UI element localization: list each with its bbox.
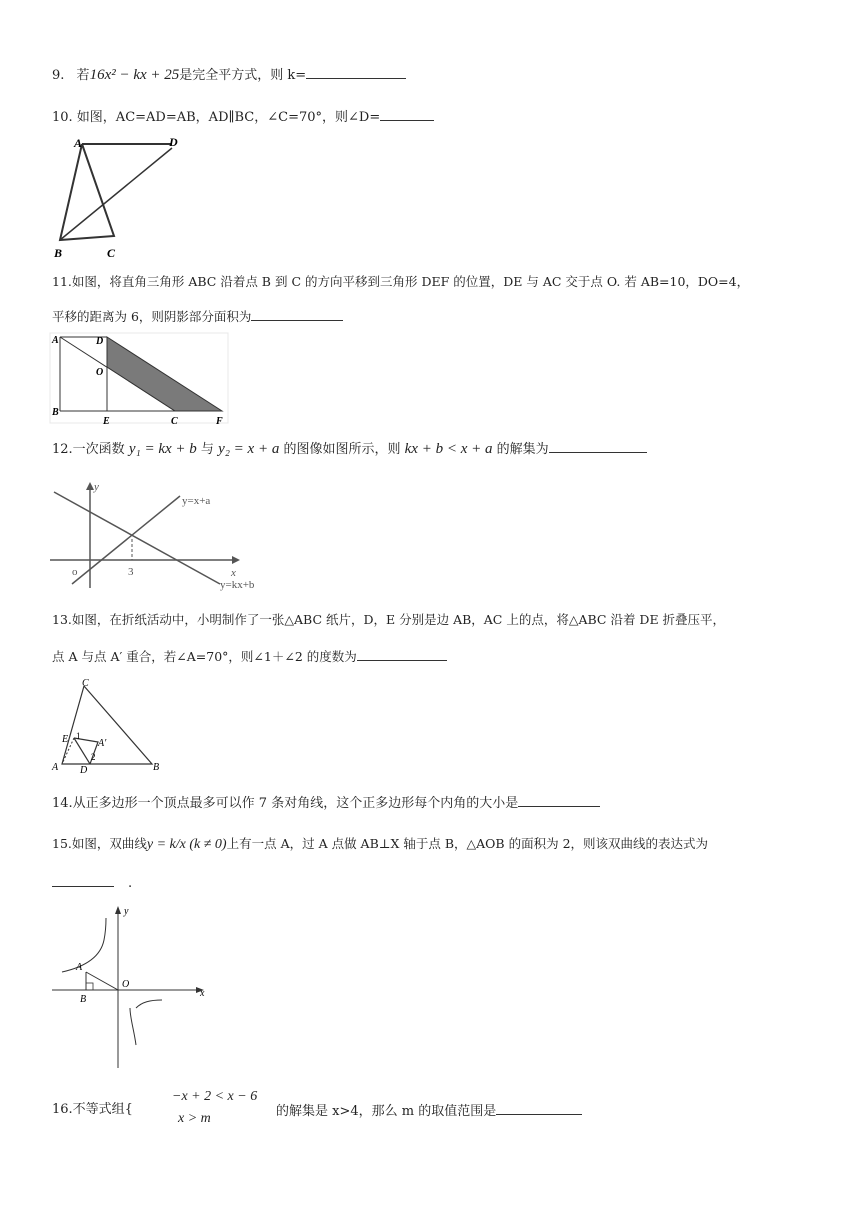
- q11-text-line2: 平移的距离为 6，则阴影部分面积为: [52, 309, 252, 324]
- q15-right-angle-mark: [86, 983, 93, 990]
- q16-inequality-1: −x + 2 < x − 6: [172, 1089, 258, 1104]
- q11-text-line1: 11.如图，将直角三角形 ABC 沿着点 B 到 C 的方向平移到三角形 DEF 的位置，DE 与 AC 交于点 O. 若 AB=10，DO=4，: [52, 274, 750, 289]
- question-9: [52, 64, 406, 86]
- question-15-line2: [52, 872, 132, 894]
- q12-connector: 与: [200, 442, 214, 457]
- q12-label-x: x: [231, 567, 236, 579]
- question-16-tail: [276, 1100, 582, 1122]
- q15-label-b: B: [80, 994, 87, 1005]
- q11-label-a: A: [52, 335, 59, 346]
- question-14: [52, 792, 600, 814]
- q10-label-d: D: [169, 135, 178, 149]
- q12-label-origin: o: [72, 566, 78, 578]
- question-11-line1: [52, 272, 749, 292]
- q12-label-y: y: [94, 481, 99, 493]
- q12-middle: 的图像如图所示，则: [283, 442, 401, 457]
- q15-label-a: A: [76, 962, 83, 973]
- q15-suffix: 上有一点 A，过 A 点做 AB⊥X 轴于点 B，△AOB 的面积为 2，则该双曲线的表达式为: [226, 836, 709, 851]
- q11-label-e: E: [103, 416, 110, 427]
- q16-system: [172, 1086, 257, 1130]
- q10-label-c: C: [107, 246, 116, 260]
- q13-answer-blank[interactable]: [357, 646, 447, 661]
- q11-label-d: D: [96, 336, 104, 347]
- q13-label-angle1: 1: [76, 731, 81, 741]
- q14-text: 14.从正多边形一个顶点最多可以作 7 条对角线，这个正多边形每个内角的大小是: [52, 796, 519, 811]
- q15-branch-lower-right: [130, 1000, 162, 1045]
- q15-answer-blank[interactable]: [52, 872, 114, 887]
- question-13-line2: [52, 646, 447, 667]
- q13-text-line2: 点 A 与点 A′ 重合，若∠A=70°，则∠1＋∠2 的度数为: [52, 649, 357, 664]
- q13-text-line1: 13.如图，在折纸活动中，小明制作了一张△ABC 纸片，D，E 分别是边 AB，AC 上的点，将△ABC 沿着 DE 折叠压平，: [52, 612, 726, 627]
- q11-label-c: C: [171, 416, 178, 427]
- q12-line-x-a: [72, 496, 180, 584]
- q13-label-a: A: [52, 762, 59, 773]
- q15-branch-upper-left: [62, 918, 106, 972]
- q9-expression: 16x² − kx + 25: [89, 67, 180, 83]
- q10-answer-blank[interactable]: [380, 106, 434, 121]
- q10-label-b: B: [54, 246, 63, 260]
- q16-suffix: 的解集是 x>4，那么 m 的取值范围是: [276, 1104, 497, 1119]
- q15-label-x: x: [200, 988, 205, 999]
- q13-fold-line: [74, 738, 90, 764]
- q9-answer-blank[interactable]: [306, 64, 406, 79]
- q11-answer-blank[interactable]: [251, 306, 343, 321]
- q15-function: y = k/x (k ≠ 0): [146, 837, 227, 852]
- q12-inequality: kx + b < x + a: [404, 441, 493, 457]
- question-12: [52, 438, 647, 460]
- question-11-line2: [52, 306, 343, 327]
- q12-label-line1: y=x+a: [182, 495, 211, 507]
- q13-label-a-prime: A′: [98, 738, 107, 749]
- q11-label-b: B: [52, 407, 59, 418]
- q12-label-line2: y=kx+b: [220, 579, 255, 591]
- q13-triangle: [62, 686, 152, 764]
- q11-figure: [50, 333, 230, 425]
- q15-figure: [50, 900, 212, 1072]
- q10-triangle: [60, 144, 114, 240]
- q12-label-three: 3: [128, 566, 134, 578]
- q9-prefix: 若: [76, 68, 90, 83]
- q15-period: .: [128, 876, 133, 891]
- q10-text: 10. 如图，AC=AD=AB，AD∥BC，∠C=70°，则∠D=: [52, 110, 381, 125]
- q10-figure: [52, 134, 178, 260]
- q13-label-d: D: [80, 765, 88, 776]
- q13-figure: [50, 678, 170, 776]
- q15-prefix: 15.如图，双曲线: [52, 836, 147, 851]
- q16-prefix: 16.不等式组{: [52, 1102, 133, 1117]
- q12-prefix: 12.一次函数: [52, 442, 125, 457]
- question-10: [52, 106, 434, 128]
- q15-label-o: O: [122, 979, 130, 990]
- q11-label-o: O: [96, 367, 104, 378]
- q10-label-a: A: [74, 136, 83, 150]
- q14-answer-blank[interactable]: [518, 792, 600, 807]
- q15-label-y: y: [124, 906, 129, 917]
- q10-segment-bd: [60, 148, 172, 240]
- q13-label-angle2: 2: [91, 752, 96, 762]
- q16-answer-blank[interactable]: [496, 1100, 582, 1115]
- q13-label-e: E: [62, 734, 69, 745]
- q15-triangle-aob: [86, 972, 118, 990]
- q13-label-b: B: [153, 762, 160, 773]
- q12-answer-blank[interactable]: [549, 438, 647, 453]
- q12-function-1: y₁ = kx + b: [128, 441, 197, 457]
- q13-label-c: C: [82, 678, 89, 689]
- q12-figure: [50, 476, 265, 594]
- question-15: [52, 834, 708, 855]
- q11-label-f: F: [216, 416, 223, 427]
- q12-suffix: 的解集为: [496, 442, 549, 457]
- q16-inequality-2: x > m: [178, 1111, 211, 1126]
- q12-function-2: y₂ = x + a: [218, 441, 280, 457]
- question-16: [52, 1100, 133, 1120]
- question-13-line1: [52, 610, 725, 630]
- q9-suffix: 是完全平方式，则 k=: [179, 68, 307, 83]
- q9-number: 9.: [52, 68, 65, 83]
